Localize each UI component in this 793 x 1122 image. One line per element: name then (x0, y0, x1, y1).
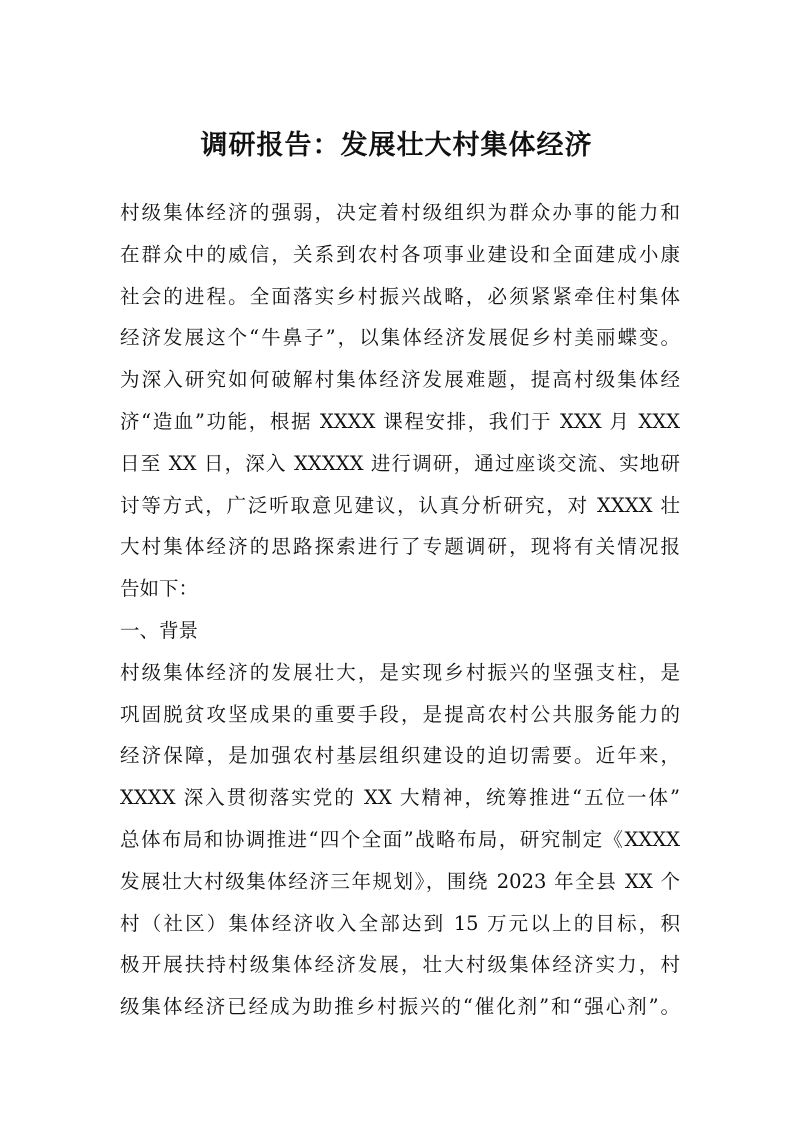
paragraph-2-line-2: 巩固脱贫攻坚成果的重要手段，是提高农村公共服务能力的 (120, 702, 680, 726)
paragraph-2-line-5: 总体布局和协调推进“四个全面”战略布局，研究制定《XXXX (120, 827, 680, 851)
paragraph-1-line-2: 在群众中的威信，关系到农村各项事业建设和全面建成小康 (120, 242, 680, 266)
paragraph-2-line-4: XXXX 深入贯彻落实党的 XX 大精神，统筹推进“五位一体” (120, 786, 680, 810)
paragraph-1-line-10: 告如下： (120, 577, 199, 601)
paragraph-1-line-3: 社会的进程。全面落实乡村振兴战略，必须紧紧牵住村集体 (120, 284, 680, 308)
paragraph-2-line-7: 村（社区）集体经济收入全部达到 15 万元以上的目标，积 (120, 911, 680, 935)
document-body (120, 192, 680, 1028)
paragraph-2-line-6: 发展壮大村级集体经济三年规划》，围绕 2023 年全县 XX 个 (120, 869, 680, 893)
paragraph-2-line-9: 级集体经济已经成为助推乡村振兴的“催化剂”和“强心剂”。 (120, 995, 680, 1019)
paragraph-1-line-7: 日至 XX 日，深入 XXXXX 进行调研，通过座谈交流、实地研 (120, 451, 680, 475)
paragraph-1-line-6: 济“造血”功能，根据 XXXX 课程安排，我们于 XXX 月 XXX (120, 409, 680, 433)
paragraph-1-line-9: 大村集体经济的思路探索进行了专题调研，现将有关情况报 (120, 535, 680, 559)
paragraph-2-line-1: 村级集体经济的发展壮大，是实现乡村振兴的坚强支柱，是 (120, 660, 680, 684)
paragraph-1-line-5: 为深入研究如何破解村集体经济发展难题，提高村级集体经 (120, 368, 680, 392)
paragraph-1-line-8: 讨等方式，广泛听取意见建议，认真分析研究，对 XXXX 壮 (120, 493, 680, 517)
paragraph-2-line-8: 极开展扶持村级集体经济发展，壮大村级集体经济实力，村 (120, 953, 680, 977)
paragraph-1-line-4: 经济发展这个“牛鼻子”，以集体经济发展促乡村美丽蝶变。 (120, 326, 680, 350)
paragraph-1-line-1: 村级集体经济的强弱，决定着村级组织为群众办事的能力和 (120, 201, 680, 224)
section-heading-background: 一、背景 (120, 618, 199, 642)
paragraph-2-line-3: 经济保障，是加强农村基层组织建设的迫切需要。近年来， (120, 744, 680, 768)
document-title: 调研报告：发展壮大村集体经济 (200, 130, 593, 161)
